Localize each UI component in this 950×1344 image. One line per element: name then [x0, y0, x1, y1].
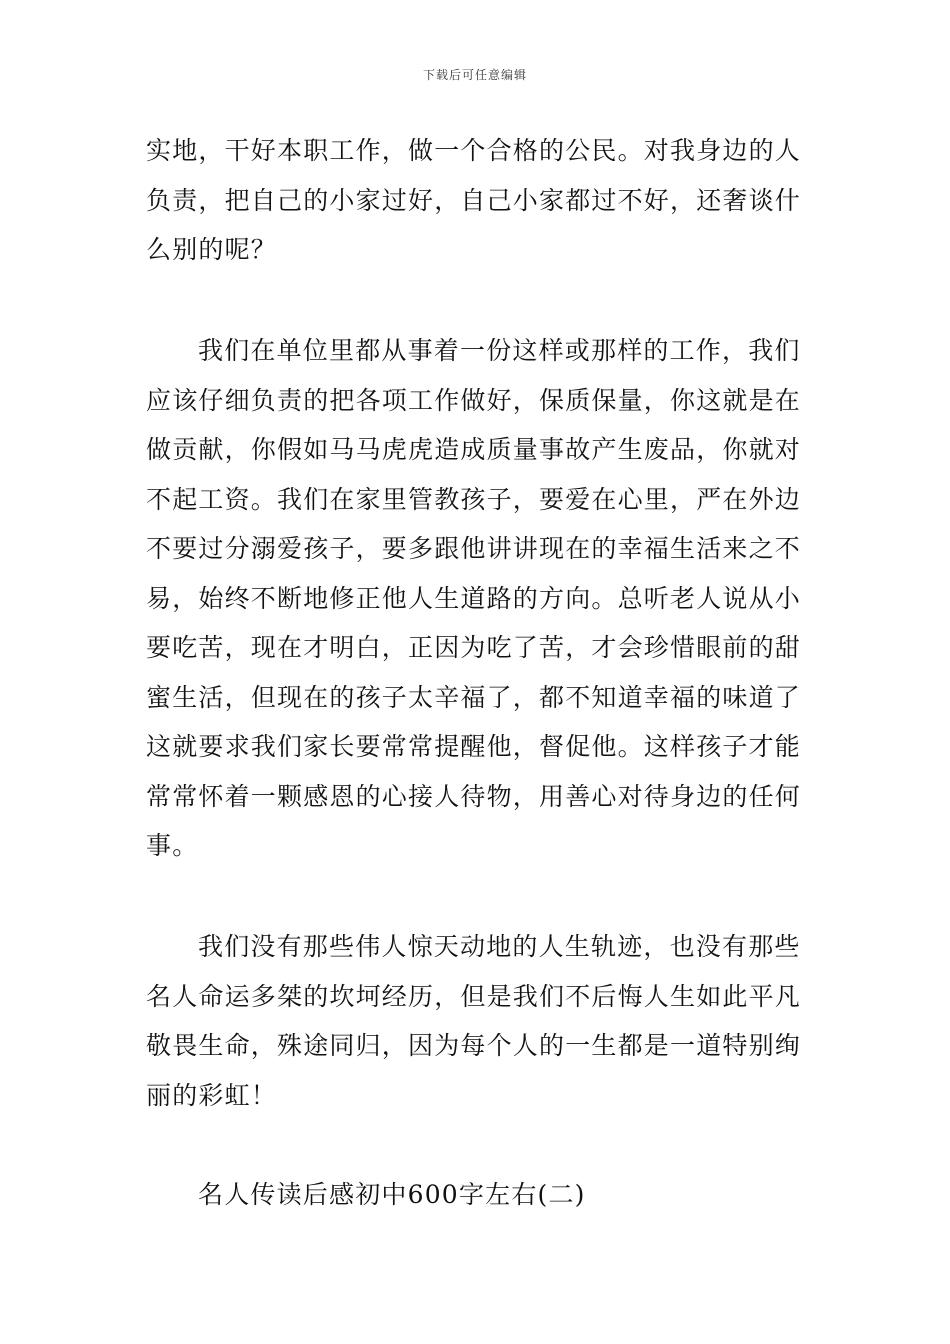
paragraph-3-text: 我们没有那些伟人惊天动地的人生轨迹，也没有那些 名人命运多桀的坎坷经历，但是我们不后悔人生如此平凡 敬畏生命，殊途同归，因为每个人的一生都是一道特别绚 丽的彩虹！ [146, 932, 802, 1110]
page-header: 下载后可任意编辑 [422, 68, 527, 82]
section-heading [146, 1170, 808, 1220]
paragraph-3 [146, 922, 808, 1120]
paragraph-2 [146, 326, 808, 871]
paragraph-1-text: 实地，干好本职工作，做一个合格的公民。对我身边的人 负责，把自己的小家过好，自己小家都过不好，还奢谈什 么别的呢？ [146, 136, 802, 264]
paragraph-1 [146, 126, 808, 275]
paragraph-2-text: 我们在单位里都从事着一份这样或那样的工作，我们 应该仔细负责的把各项工作做好，保质保量，你这就是在 做贡献，你假如马马虎虎造成质量事故产生废品，你就对 不起工资。我们在家里管教孩子，要爱在心里，严在外边 不要过分溺爱孩子，要多跟他讲讲现在的幸福生活来之不 易，始终不断地修正他人生道路的方向。总听老人说从小 要吃苦，现在才明白，正因为吃了苦，才会珍惜眼前的甜 蜜生活，但现在的孩子太辛福了，都不知道幸福的味道了 这就要求我们家长要常常提醒他，督促他。这样孩子才能 常常怀着一颗感恩的心接人待物，用善心对待身边的任何 事。 [146, 336, 802, 860]
section-heading-text: 名人传读后感初中600字左右(二) [198, 1180, 586, 1209]
